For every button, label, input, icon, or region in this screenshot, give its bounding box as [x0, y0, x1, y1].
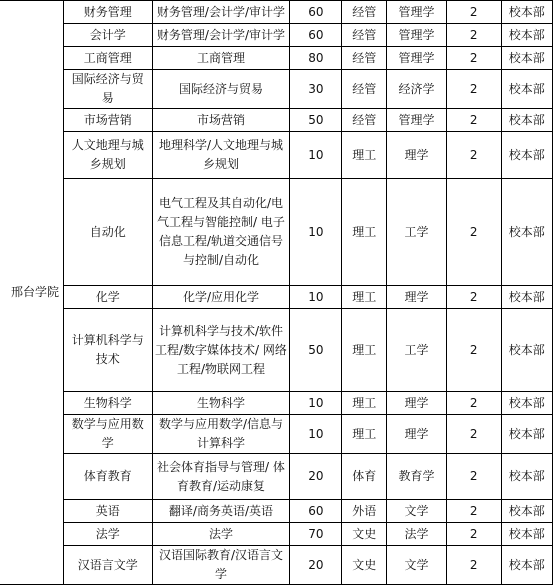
campus-cell-text: 校本部 — [508, 27, 545, 42]
field-cell[interactable] — [387, 24, 447, 47]
years-cell[interactable] — [446, 392, 501, 415]
field-cell[interactable] — [387, 546, 447, 585]
major-cell[interactable] — [64, 286, 152, 309]
category-cell-text: 财务管理/会计学/审计学 — [156, 4, 285, 19]
major-cell[interactable] — [64, 109, 152, 132]
campus-cell[interactable] — [501, 109, 552, 132]
field-cell-text: 教育学 — [398, 469, 435, 483]
category-cell[interactable] — [152, 1, 290, 24]
category-cell-text: 数学与应用数学/信息与计算科学 — [158, 417, 283, 450]
campus-cell-text: 校本部 — [508, 526, 545, 541]
category-cell-text: 市场营销 — [196, 112, 245, 127]
discipline-cell-text: 经管 — [352, 81, 377, 96]
campus-cell-text: 校本部 — [508, 426, 545, 441]
discipline-cell[interactable] — [342, 132, 387, 179]
years-cell[interactable] — [446, 454, 501, 500]
campus-cell-text: 校本部 — [508, 112, 545, 127]
years-cell-text: 2 — [469, 224, 478, 239]
category-cell[interactable] — [152, 415, 290, 454]
discipline-cell-text: 体育 — [352, 469, 377, 483]
campus-cell[interactable] — [501, 500, 552, 523]
discipline-cell[interactable] — [342, 109, 387, 132]
category-cell[interactable] — [152, 179, 290, 286]
field-cell-text: 文学 — [404, 557, 429, 572]
years-cell[interactable] — [446, 546, 501, 585]
field-cell[interactable] — [387, 109, 447, 132]
discipline-cell[interactable] — [342, 286, 387, 309]
plan-count-cell-text: 50 — [308, 112, 324, 127]
field-cell[interactable] — [387, 132, 447, 179]
discipline-cell-text: 理工 — [352, 147, 377, 162]
years-cell[interactable] — [446, 70, 501, 109]
discipline-cell[interactable] — [342, 70, 387, 109]
major-cell[interactable] — [64, 1, 152, 24]
category-cell[interactable] — [152, 500, 290, 523]
field-cell[interactable] — [387, 309, 447, 392]
plan-count-cell[interactable] — [290, 47, 342, 70]
years-cell-text: 2 — [469, 27, 478, 42]
field-cell-text: 管理学 — [398, 4, 435, 19]
years-cell[interactable] — [446, 1, 501, 24]
campus-cell-text: 校本部 — [508, 557, 545, 572]
years-cell-text: 2 — [469, 395, 478, 410]
category-cell-text: 社会体育指导与管理/ 体育教育/运动康复 — [157, 459, 285, 493]
field-cell-text: 工学 — [404, 224, 429, 239]
plan-count-cell[interactable] — [290, 500, 342, 523]
table-row — [0, 500, 553, 523]
years-cell[interactable] — [446, 415, 501, 454]
years-cell-text: 2 — [469, 426, 478, 441]
category-cell-text: 翻译/商务英语/英语 — [168, 503, 273, 518]
plan-count-cell[interactable] — [290, 523, 342, 546]
field-cell-text: 工学 — [404, 342, 429, 357]
discipline-cell-text: 经管 — [352, 27, 377, 42]
major-cell-text: 数学与应用数学 — [71, 417, 144, 450]
years-cell-text: 2 — [469, 4, 478, 19]
discipline-cell-text: 理工 — [352, 426, 377, 441]
major-cell-text: 计算机科学与技术 — [71, 333, 144, 366]
discipline-cell[interactable] — [342, 179, 387, 286]
years-cell[interactable] — [446, 109, 501, 132]
field-cell-text: 管理学 — [398, 27, 435, 42]
category-cell-text: 财务管理/会计学/审计学 — [156, 27, 285, 42]
discipline-cell[interactable] — [342, 454, 387, 500]
plan-count-cell-text: 10 — [308, 289, 324, 304]
field-cell-text: 理学 — [404, 147, 429, 162]
table-row — [0, 392, 553, 415]
plan-count-cell[interactable] — [290, 179, 342, 286]
discipline-cell-text: 理工 — [352, 289, 377, 304]
category-cell-text: 国际经济与贸易 — [178, 81, 263, 96]
major-cell-text: 财务管理 — [83, 4, 132, 19]
discipline-cell-text: 理工 — [352, 395, 377, 410]
field-cell[interactable] — [387, 523, 447, 546]
campus-cell[interactable] — [501, 546, 552, 585]
field-cell-text: 法学 — [404, 526, 429, 541]
campus-cell-text: 校本部 — [508, 503, 545, 518]
field-cell-text: 理学 — [404, 426, 429, 441]
campus-cell-text: 校本部 — [508, 147, 545, 162]
plan-count-cell-text: 20 — [308, 469, 324, 483]
years-cell[interactable] — [446, 179, 501, 286]
major-cell-text: 市场营销 — [83, 112, 132, 127]
major-cell-text: 法学 — [95, 526, 120, 541]
plan-count-cell-text: 10 — [308, 395, 324, 410]
campus-cell-text: 校本部 — [508, 469, 545, 483]
field-cell[interactable] — [387, 500, 447, 523]
table-row — [0, 132, 553, 179]
major-cell[interactable] — [64, 132, 152, 179]
major-cell-text: 汉语言文学 — [77, 557, 138, 572]
category-cell-text: 化学/应用化学 — [182, 289, 259, 304]
campus-cell[interactable] — [501, 523, 552, 546]
category-cell[interactable] — [152, 454, 290, 500]
years-cell[interactable] — [446, 500, 501, 523]
plan-count-cell[interactable] — [290, 415, 342, 454]
discipline-cell[interactable] — [342, 47, 387, 70]
campus-cell-text: 校本部 — [508, 395, 545, 410]
major-cell-text: 生物科学 — [83, 395, 132, 410]
field-cell-text: 理学 — [404, 289, 429, 304]
plan-count-cell[interactable] — [290, 1, 342, 24]
discipline-cell[interactable] — [342, 415, 387, 454]
table-row — [0, 1, 553, 24]
discipline-cell[interactable] — [342, 309, 387, 392]
major-cell[interactable] — [64, 24, 152, 47]
discipline-cell-text: 经管 — [352, 112, 377, 127]
plan-count-cell[interactable] — [290, 109, 342, 132]
major-cell[interactable] — [64, 392, 152, 415]
years-cell[interactable] — [446, 132, 501, 179]
years-cell[interactable] — [446, 47, 501, 70]
campus-cell[interactable] — [501, 392, 552, 415]
plan-count-cell[interactable] — [290, 132, 342, 179]
category-cell[interactable] — [152, 70, 290, 109]
campus-cell-text: 校本部 — [508, 50, 545, 65]
major-cell[interactable] — [64, 179, 152, 286]
years-cell-text: 2 — [469, 469, 478, 483]
category-cell[interactable] — [152, 546, 290, 585]
plan-count-cell-text: 10 — [308, 426, 324, 441]
years-cell[interactable] — [446, 309, 501, 392]
years-cell[interactable] — [446, 286, 501, 309]
plan-count-cell-text: 60 — [308, 27, 324, 42]
plan-count-cell[interactable] — [290, 286, 342, 309]
discipline-cell[interactable] — [342, 500, 387, 523]
category-cell-text: 电气工程及其自动化/电气工程与智能控制/ 电子信息工程/轨道交通信号与控制/自动化 — [157, 196, 285, 267]
major-cell-text: 英语 — [95, 503, 120, 518]
category-cell[interactable] — [152, 286, 290, 309]
category-cell[interactable] — [152, 392, 290, 415]
table-row — [0, 70, 553, 109]
category-cell-text: 生物科学 — [196, 395, 245, 410]
category-cell-text: 工商管理 — [196, 50, 245, 65]
school-cell[interactable] — [0, 1, 64, 585]
years-cell[interactable] — [446, 523, 501, 546]
years-cell-text: 2 — [469, 50, 478, 65]
category-cell[interactable] — [152, 132, 290, 179]
major-cell-text: 国际经济与贸易 — [71, 72, 144, 105]
discipline-cell-text: 外语 — [352, 503, 377, 518]
plan-count-cell-text: 70 — [308, 526, 324, 541]
campus-cell[interactable] — [501, 415, 552, 454]
table-row — [0, 47, 553, 70]
years-cell-text: 2 — [469, 81, 478, 96]
plan-count-cell-text: 60 — [308, 503, 324, 518]
field-cell[interactable] — [387, 179, 447, 286]
major-cell-text: 体育教育 — [83, 469, 132, 483]
field-cell-text: 文学 — [404, 503, 429, 518]
table-row — [0, 523, 553, 546]
campus-cell[interactable] — [501, 286, 552, 309]
years-cell[interactable] — [446, 24, 501, 47]
major-cell-text: 自动化 — [89, 224, 126, 239]
campus-cell[interactable] — [501, 1, 552, 24]
major-cell-text: 工商管理 — [83, 50, 132, 65]
table-row — [0, 286, 553, 309]
category-cell-text: 地理科学/人文地理与城乡规划 — [158, 138, 283, 171]
years-cell-text: 2 — [469, 147, 478, 162]
table-row — [0, 179, 553, 286]
discipline-cell-text: 经管 — [352, 50, 377, 65]
table-row — [0, 309, 553, 392]
major-cell[interactable] — [64, 70, 152, 109]
discipline-cell[interactable] — [342, 523, 387, 546]
campus-cell[interactable] — [501, 309, 552, 392]
category-cell[interactable] — [152, 47, 290, 70]
plan-count-cell[interactable] — [290, 70, 342, 109]
major-cell-text: 会计学 — [89, 27, 126, 42]
major-cell-text: 化学 — [95, 289, 120, 304]
campus-cell-text: 校本部 — [508, 342, 545, 357]
field-cell-text: 理学 — [404, 395, 429, 410]
discipline-cell-text: 理工 — [352, 342, 377, 357]
category-cell[interactable] — [152, 309, 290, 392]
plan-count-cell-text: 50 — [308, 342, 324, 357]
plan-count-cell[interactable] — [290, 454, 342, 500]
discipline-cell-text: 文史 — [352, 557, 377, 572]
campus-cell-text: 校本部 — [508, 81, 545, 96]
school-name: 邢台学院 — [11, 285, 60, 299]
plan-count-cell-text: 20 — [308, 557, 324, 572]
years-cell-text: 2 — [469, 526, 478, 541]
field-cell[interactable] — [387, 70, 447, 109]
plan-count-cell-text: 60 — [308, 4, 324, 19]
discipline-cell-text: 经管 — [352, 4, 377, 19]
campus-cell[interactable] — [501, 24, 552, 47]
campus-cell-text: 校本部 — [508, 289, 545, 304]
table-row — [0, 454, 553, 500]
discipline-cell[interactable] — [342, 546, 387, 585]
campus-cell-text: 校本部 — [508, 4, 545, 19]
plan-count-cell-text: 30 — [308, 81, 324, 96]
table-row — [0, 109, 553, 132]
discipline-cell-text: 文史 — [352, 526, 377, 541]
discipline-cell[interactable] — [342, 24, 387, 47]
table-body — [0, 1, 553, 585]
discipline-cell[interactable] — [342, 1, 387, 24]
table-row — [0, 546, 553, 585]
category-cell-text: 汉语国际教育/汉语言文学 — [158, 548, 283, 581]
major-cell[interactable] — [64, 454, 152, 500]
plan-count-cell[interactable] — [290, 546, 342, 585]
discipline-cell-text: 理工 — [352, 224, 377, 239]
years-cell-text: 2 — [469, 503, 478, 518]
table-row — [0, 415, 553, 454]
campus-cell[interactable] — [501, 179, 552, 286]
field-cell[interactable] — [387, 454, 447, 500]
campus-cell-text: 校本部 — [508, 224, 545, 239]
field-cell-text: 经济学 — [398, 81, 435, 96]
table-row — [0, 24, 553, 47]
major-cell-text: 人文地理与城乡规划 — [71, 138, 144, 171]
campus-cell[interactable] — [501, 454, 552, 500]
major-cell[interactable] — [64, 546, 152, 585]
years-cell-text: 2 — [469, 342, 478, 357]
years-cell-text: 2 — [469, 289, 478, 304]
discipline-cell[interactable] — [342, 392, 387, 415]
category-cell-text: 计算机科学与技术/软件工程/数字媒体技术/ 网络工程/物联网工程 — [155, 323, 287, 376]
plan-count-cell-text: 10 — [308, 224, 324, 239]
category-cell-text: 法学 — [208, 526, 233, 541]
field-cell[interactable] — [387, 415, 447, 454]
plan-count-cell-text: 10 — [308, 147, 324, 162]
field-cell-text: 管理学 — [398, 112, 435, 127]
major-cell[interactable] — [64, 47, 152, 70]
campus-cell[interactable] — [501, 47, 552, 70]
years-cell-text: 2 — [469, 557, 478, 572]
field-cell-text: 管理学 — [398, 50, 435, 65]
field-cell[interactable] — [387, 47, 447, 70]
category-cell[interactable] — [152, 109, 290, 132]
campus-cell[interactable] — [501, 132, 552, 179]
plan-count-cell[interactable] — [290, 24, 342, 47]
major-cell[interactable] — [64, 523, 152, 546]
plan-count-cell[interactable] — [290, 392, 342, 415]
campus-cell[interactable] — [501, 70, 552, 109]
years-cell-text: 2 — [469, 112, 478, 127]
category-cell[interactable] — [152, 523, 290, 546]
plan-count-cell-text: 80 — [308, 50, 324, 65]
major-cell[interactable] — [64, 309, 152, 392]
plan-count-cell[interactable] — [290, 309, 342, 392]
field-cell[interactable] — [387, 392, 447, 415]
field-cell[interactable] — [387, 1, 447, 24]
major-cell[interactable] — [64, 500, 152, 523]
field-cell[interactable] — [387, 286, 447, 309]
category-cell[interactable] — [152, 24, 290, 47]
major-cell[interactable] — [64, 415, 152, 454]
